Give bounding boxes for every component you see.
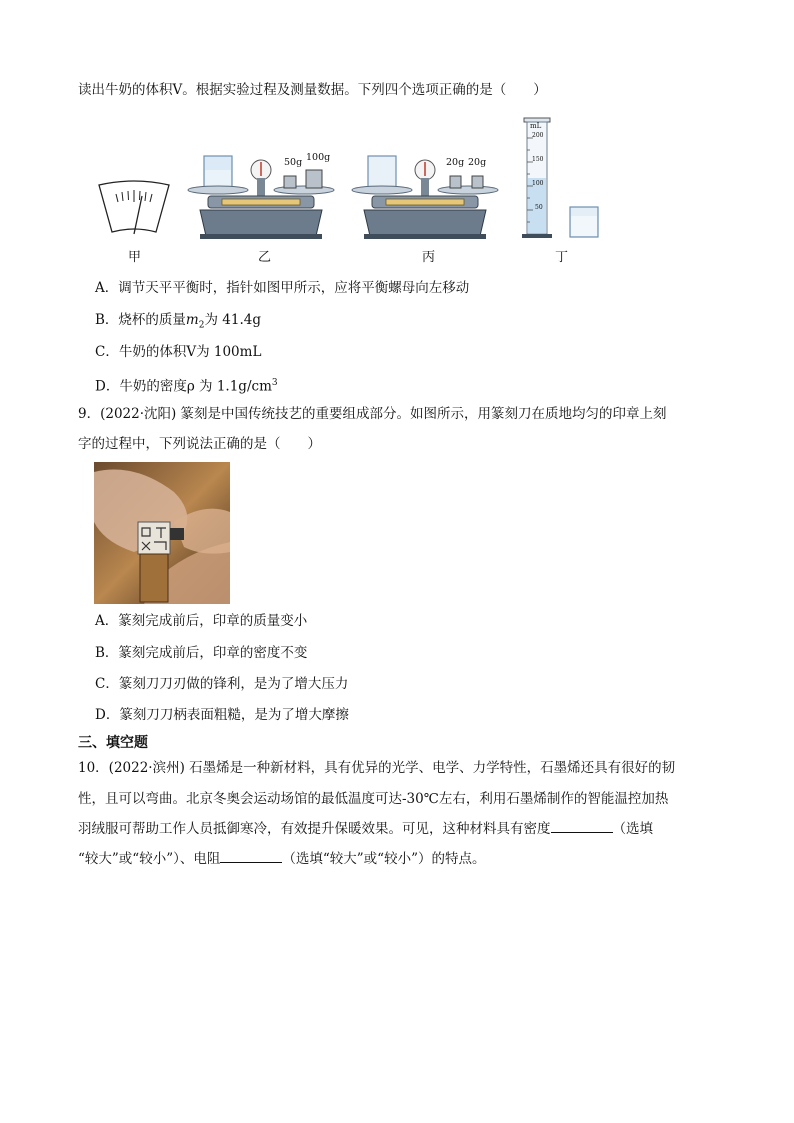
q10-line4-text-a: “较大”或“较小”）、电阻 — [78, 851, 221, 867]
weight-label-100g: 100g — [306, 152, 331, 163]
cylinder-tick-200: 200 — [532, 132, 544, 139]
q10-stem-line1: 10．(2022·滨州) 石墨烯是一种新材料，具有优异的光学、电学、力学特性，石墨烯还具有很好的韧 — [78, 760, 676, 776]
q8-option-b-var: m — [185, 312, 199, 328]
q10-stem-line3 — [78, 819, 653, 839]
weight-label-50g: 50g — [284, 157, 303, 168]
q10-line4-text-b: （选填“较大”或“较小”）的特点。 — [282, 851, 486, 867]
figure-label-ding: 丁 — [555, 250, 569, 265]
q8-option-b — [95, 310, 261, 336]
figure-label-jia: 甲 — [128, 250, 142, 265]
figure-label-bing: 丙 — [422, 250, 436, 265]
seal-carving-photo — [94, 462, 230, 604]
q10-line3-suffix: （选填 — [612, 821, 653, 837]
q8-option-b-suffix: 为 41.4g — [204, 312, 261, 328]
figure-jia-dial — [96, 180, 172, 240]
q8-option-d-text: D．牛奶的密度ρ 为 1.1g/cm — [95, 378, 272, 395]
q8-option-a: A．调节天平平衡时，指针如图甲所示，应将平衡螺母向左移动 — [95, 280, 470, 296]
q8-option-d-sup: 3 — [271, 378, 278, 388]
q9-option-c: C．篆刻刀刀刃做的锋利，是为了增大压力 — [95, 676, 349, 692]
q9-option-a: A．篆刻完成前后，印章的质量变小 — [95, 613, 308, 629]
q8-option-d — [95, 373, 278, 397]
section-title-fill-in: 三、填空题 — [78, 735, 148, 751]
weight-label-20g-b: 20g — [468, 157, 487, 168]
q10-line3-text: 羽绒服可帮助工作人员抵御寒冷，有效提升保暖效果。可见，这种材料具有密度 — [78, 821, 551, 837]
q8-option-b-sub: 2 — [198, 320, 205, 331]
q9-stem-line1: 9．(2022·沈阳) 篆刻是中国传统技艺的重要组成部分。如图所示，用篆刻刀在质地均匀的印章上刻 — [78, 406, 667, 422]
q9-option-d: D．篆刻刀刀柄表面粗糙，是为了增大摩擦 — [95, 707, 349, 723]
q8-stem-tail: 读出牛奶的体积V。根据实验过程及测量数据。下列四个选项正确的是（ ） — [78, 82, 547, 98]
q9-option-b: B．篆刻完成前后，印章的密度不变 — [95, 645, 308, 661]
cylinder-tick-100: 100 — [532, 180, 544, 187]
figure-label-yi: 乙 — [258, 250, 272, 265]
q10-blank-resistance[interactable] — [220, 849, 282, 863]
q8-option-b-prefix: B．烧杯的质量 — [95, 312, 186, 328]
figure-yi-balance — [186, 150, 336, 242]
cylinder-tick-150: 150 — [532, 156, 544, 163]
q10-stem-line4 — [78, 849, 485, 869]
q9-stem-line2: 字的过程中，下列说法正确的是（ ） — [78, 436, 321, 452]
q10-stem-line2: 性，且可以弯曲。北京冬奥会运动场馆的最低温度可达-30℃左右，利用石墨烯制作的智能温控加热 — [78, 791, 669, 807]
cylinder-unit: mL — [530, 122, 542, 130]
weight-label-20g-a: 20g — [446, 157, 465, 168]
q8-option-c: C．牛奶的体积V为 100mL — [95, 344, 262, 360]
q10-blank-density[interactable] — [551, 819, 613, 833]
cylinder-tick-50: 50 — [535, 204, 543, 211]
